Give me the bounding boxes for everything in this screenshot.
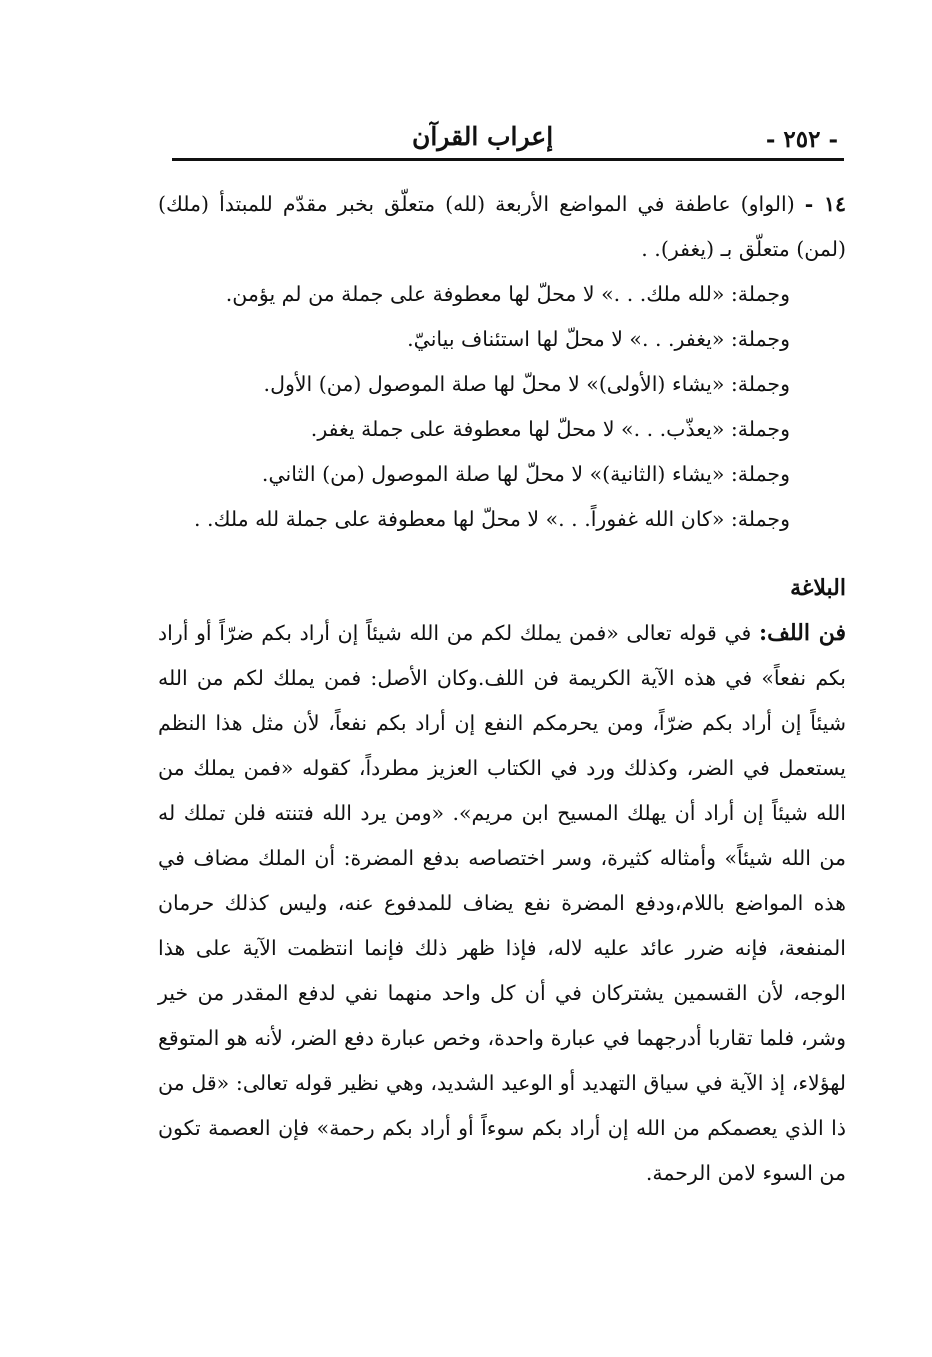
sentence-item: وجملة: «يعذّب. . .» لا محلّ لها معطوفة على جملة يغفر. (310, 417, 790, 441)
sentence-item: وجملة: «يشاء (الأولى)» لا محلّ لها صلة الموصول (من) الأول. (263, 372, 790, 396)
sentence-item: وجملة: «كان الله غفوراً. . .» لا محلّ لها معطوفة على جملة لله ملك. . (194, 507, 790, 531)
sentence-item: وجملة: «يشاء (الثانية)» لا محلّ لها صلة الموصول (من) الثاني. (261, 462, 790, 486)
item-number: ١٤ - (804, 192, 846, 216)
item-14-paragraph (158, 182, 846, 272)
book-title: إعراب القرآن (412, 122, 554, 151)
page-body (158, 182, 846, 1196)
page-header (172, 118, 844, 161)
page-number: - ٢٥٢ - (765, 126, 838, 153)
balagha-paragraph (158, 611, 846, 1196)
sentence-list (158, 272, 846, 542)
sentence-item: وجملة: «يغفر. . .» لا محلّ لها استئناف بيانيّ. (407, 327, 790, 351)
item-14-text: (الواو) عاطفة في المواضع الأربعة (لله) متعلّق بخبر مقدّم للمبتدأ (ملك) (لمن) متعلّق بـ (يغفر). . (158, 192, 846, 261)
balagha-text: في قوله تعالى «فمن يملك لكم من الله شيئاً إن أراد بكم ضرّاً أو أراد بكم نفعاً» في هذه الآية الكريمة فن اللف.وكان الأصل: فمن يملك لكم من الله شيئاً إن أراد بكم ضرّاً، ومن يحرمكم النفع إن أراد بكم نفعاً، لأن مثل هذا النظم يستعمل في الضر، وكذلك ورد في الكتاب العزيز مطرداً، كقوله «فمن يملك من الله شيئاً إن أراد أن يهلك المسيح ابن مريم». «ومن يرد الله فتنته فلن تملك له من الله شيئاً» وأمثاله كثيرة، وسر اختصاصه بدفع المضرة: أن الملك مضاف في هذه المواضع باللام،ودفع المضرة نفع يضاف للمدفوع عنه، وليس كذلك حرمان المنفعة، فإنه ضرر عائد عليه لاله، فإذا ظهر ذلك فإنما انتظمت الآية على هذا الوجه، لأن القسمين يشتركان في أن كل واحد منهما نفي لدفع المقدر من خير وشر، فلما تقاربا أدرجهما في عبارة واحدة، وخص عبارة دفع الضر، لأنه هو المتوقع لهؤلاء، إذ الآية في سياق التهديد أو الوعيد الشديد، وهي نظير قوله تعالى: «قل من ذا الذي يعصمكم من الله إن أراد بكم سوءاً أو أراد بكم رحمة» فإن العصمة تكون من السوء لامن الرحمة. (158, 621, 846, 1185)
section-heading: البلاغة (790, 575, 846, 601)
balagha-label: فن اللف: (758, 620, 846, 646)
sentence-item: وجملة: «لله ملك. . .» لا محلّ لها معطوفة على جملة من لم يؤمن. (225, 282, 790, 306)
